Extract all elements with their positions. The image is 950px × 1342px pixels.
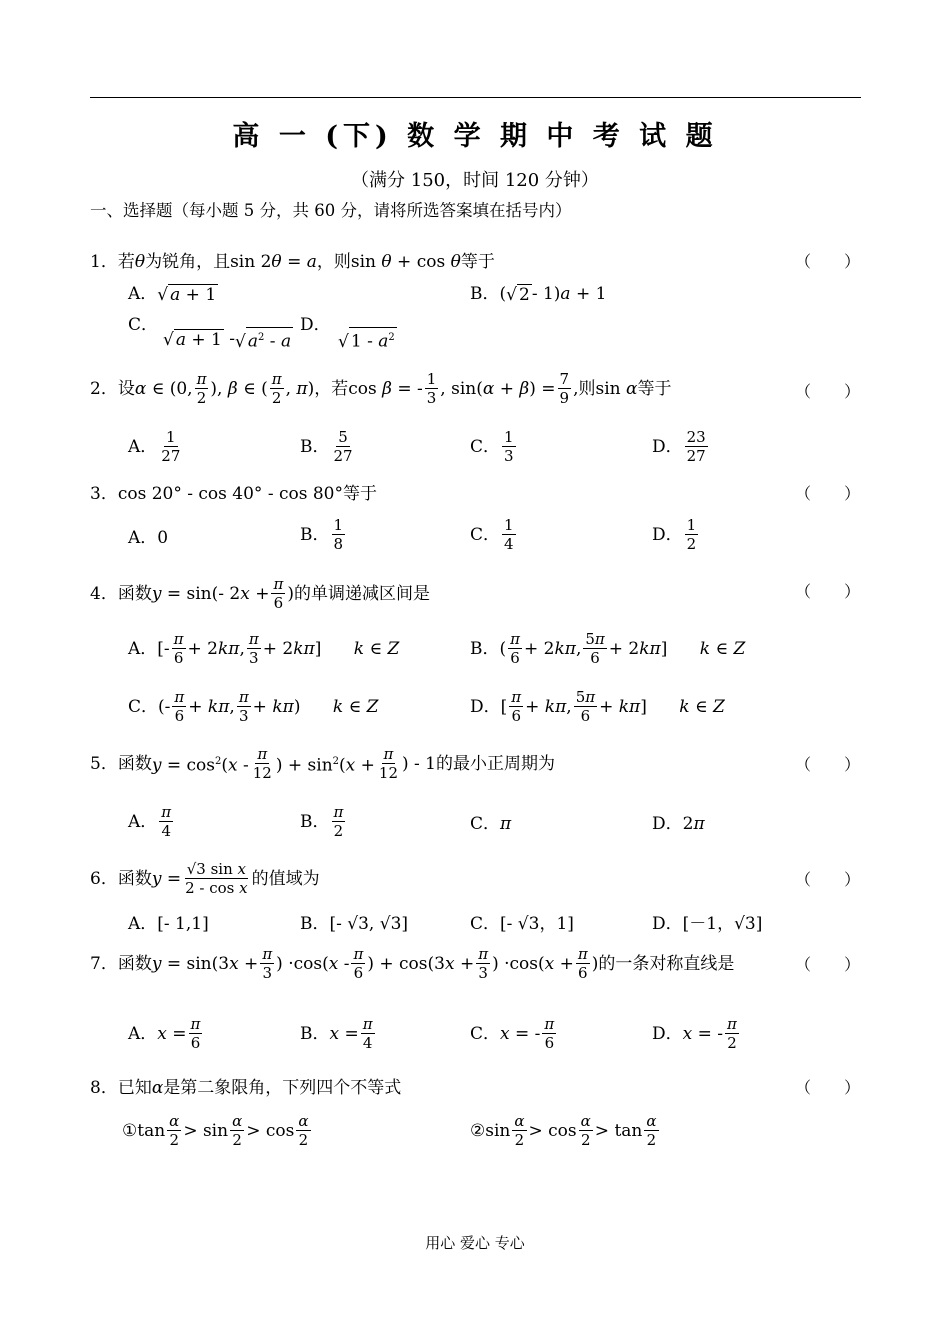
option-c: C． π bbox=[470, 814, 512, 834]
option-b: B． ( √ 2 - 1)a + 1 bbox=[470, 284, 607, 305]
option-d: √ $1 - a^2$ bbox=[338, 327, 397, 352]
page-title: 高 一 (下) 数 学 期 中 考 试 题 bbox=[232, 121, 718, 152]
option-c: √ a + 1 - √ $a^2$ - a bbox=[163, 327, 293, 352]
top-rule bbox=[90, 97, 861, 98]
option-b: B． $\frac{\pi}{2}$ bbox=[300, 803, 344, 840]
option-d: D． $\frac{1}{2}$ bbox=[652, 516, 697, 553]
option-c-label: C． bbox=[128, 315, 159, 335]
option-a: A． [- $\frac{\pi}{6}$ + 2kπ, $\frac{\pi}{3}$ + 2kπ] k ∈ Z bbox=[128, 630, 400, 667]
answer-paren[interactable]: （ ） bbox=[795, 755, 875, 774]
answer-paren[interactable]: （ ） bbox=[795, 1078, 875, 1097]
question-2: 2． 设 α ∈ (0, $\frac{\pi}{2}$ ), β ∈ ( $\frac{\pi}{2}$ , π) ，若 cos β = - $\frac{1}{3}$ , sin(α + β) = $\frac{7}{9}$ ,则 sin α 等于 bbox=[90, 370, 672, 407]
option-c: C． [- √3，1] bbox=[470, 914, 574, 934]
answer-paren[interactable]: （ ） bbox=[795, 382, 875, 401]
inequality-1: ① tan $\frac{\alpha}{2}$ > sin $\frac{\alpha}{2}$ > cos $\frac{\alpha}{2}$ bbox=[122, 1112, 309, 1149]
option-d: D． 2π bbox=[652, 814, 705, 834]
option-c: C． $\frac{1}{3}$ bbox=[470, 428, 514, 465]
answer-paren[interactable]: （ ） bbox=[795, 870, 875, 889]
option-d: D． [ $\frac{\pi}{6}$ + kπ, $\frac{5\pi}{6}$ + kπ] k ∈ Z bbox=[470, 688, 725, 725]
option-c: C． (- $\frac{\pi}{6}$ + kπ, $\frac{\pi}{3}$ + kπ) k ∈ Z bbox=[128, 688, 379, 725]
option-c: C． x = - $\frac{\pi}{6}$ bbox=[470, 1015, 555, 1052]
option-b: B． ( $\frac{\pi}{6}$ + 2kπ, $\frac{5\pi}{6}$ + 2kπ] k ∈ Z bbox=[470, 630, 746, 667]
option-a: A． [- 1,1] bbox=[128, 914, 209, 934]
question-3: 3． cos 20° - cos 40° - cos 80° 等于 bbox=[90, 484, 377, 504]
option-b: B． x = $\frac{\pi}{4}$ bbox=[300, 1015, 373, 1052]
option-a: A． $\frac{\pi}{4}$ bbox=[128, 803, 172, 840]
option-d: D． x = - $\frac{\pi}{2}$ bbox=[652, 1015, 737, 1052]
page-subtitle: （满分 150，时间 120 分钟） bbox=[351, 170, 599, 191]
option-c: C． $\frac{1}{4}$ bbox=[470, 516, 514, 553]
math-expression: cos 20° - cos 40° - cos 80° bbox=[117, 484, 343, 504]
option-b: B． [- √3, √3] bbox=[300, 914, 409, 934]
question-number: 1． bbox=[90, 252, 118, 272]
option-b: B． $\frac{1}{8}$ bbox=[300, 516, 344, 553]
option-a: A． √ a + 1 bbox=[128, 284, 217, 305]
option-a: A． $\frac{1}{27}$ bbox=[128, 428, 181, 465]
question-7: 7． 函数 y = sin(3x + $\frac{\pi}{3}$ ) ·cos(x - $\frac{\pi}{6}$ ) + cos(3x + $\frac{\pi}{3}$ ) ·cos(x + $\frac{\pi}{6}$ ) 的一条对称直线是 bbox=[90, 945, 735, 982]
option-d: D． [－1，√3] bbox=[652, 914, 763, 934]
option-a: A． x = $\frac{\pi}{6}$ bbox=[128, 1015, 201, 1052]
option-d-label: D． bbox=[300, 315, 331, 335]
section-heading: 一、选择题（每小题 5 分，共 60 分，请将所选答案填在括号内） bbox=[90, 201, 572, 220]
math-expression: sin 2θ = a bbox=[230, 252, 317, 272]
math-expression: sin θ + cos θ bbox=[350, 252, 461, 272]
question-4: 4． 函数 y = sin(- 2x + $\frac{\pi}{6}$ ) 的单调递减区间是 bbox=[90, 575, 430, 612]
question-1: 1． 若 θ 为锐角，且 sin 2θ = a ，则 sin θ + cos θ 等于 bbox=[90, 252, 495, 272]
page-footer: 用心 爱心 专心 bbox=[425, 1234, 525, 1252]
answer-paren[interactable]: （ ） bbox=[795, 484, 875, 503]
answer-paren[interactable]: （ ） bbox=[795, 955, 875, 974]
question-6: 6． 函数 y = $\frac{\text{√3 sin x}}{\text{2 - cos x}}$ 的值域为 bbox=[90, 860, 320, 897]
question-8: 8． 已知 α 是第二象限角，下列四个不等式 bbox=[90, 1078, 402, 1098]
option-b: B． $\frac{5}{27}$ bbox=[300, 428, 353, 465]
question-5: 5． 函数 $y = \cos^2(x$ - $\frac{\pi}{12}$ ) + $\sin^2(x$ + $\frac{\pi}{12}$ ) - 1 的最小正周期为 bbox=[90, 745, 555, 782]
math-expression: α ∈ (0, bbox=[134, 378, 193, 399]
answer-paren[interactable]: （ ） bbox=[795, 582, 875, 601]
option-d: D． $\frac{23}{27}$ bbox=[652, 428, 706, 465]
option-a: A．0 bbox=[128, 528, 169, 548]
inequality-2: ② sin $\frac{\alpha}{2}$ > cos $\frac{\alpha}{2}$ > tan $\frac{\alpha}{2}$ bbox=[470, 1112, 657, 1149]
answer-paren[interactable]: （ ） bbox=[795, 252, 875, 271]
